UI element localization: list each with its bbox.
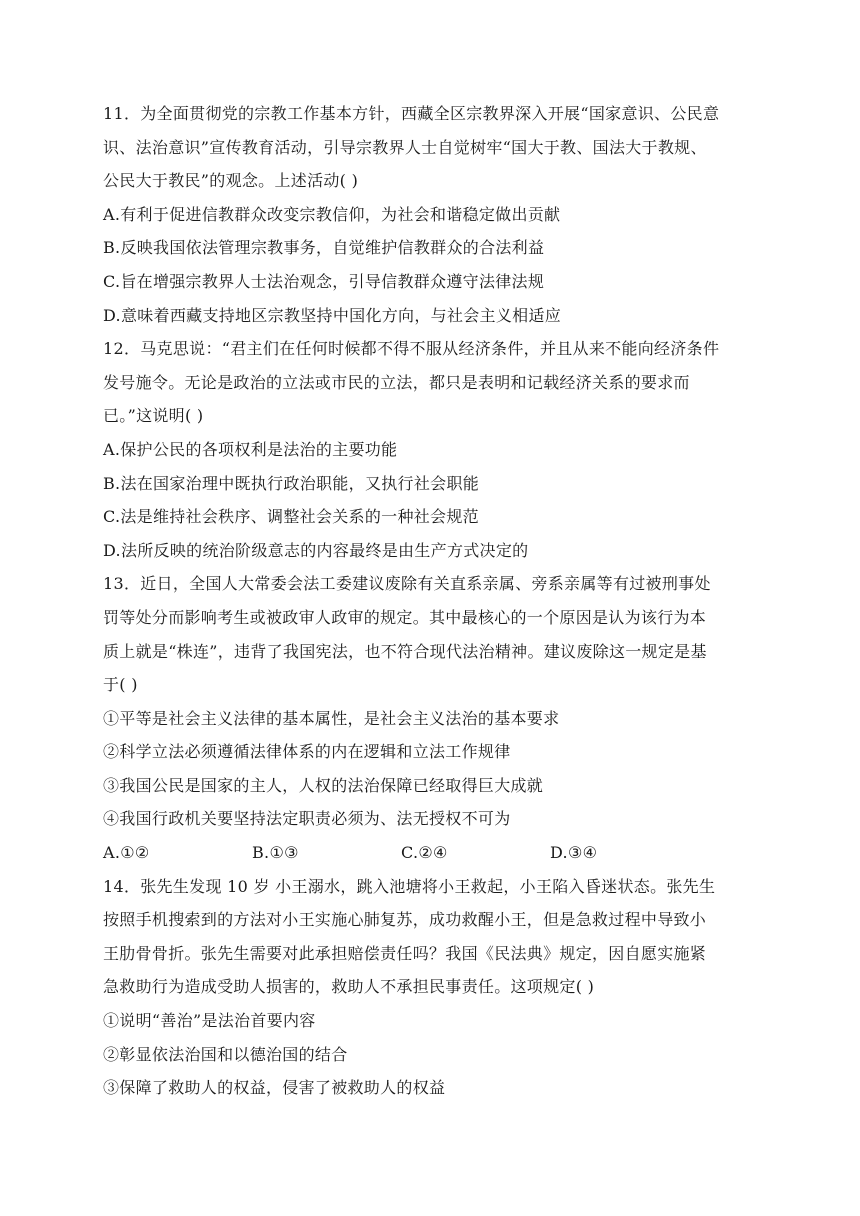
question-11	[103, 97, 763, 332]
question-11-stem-line-2: 识、法治意识”宣传教育活动，引导宗教界人士自觉树牢“国大于教、国法大于教规、	[103, 137, 707, 157]
question-11-option-c: C.旨在增强宗教界人士法治观念，引导信教群众遵守法律法规	[103, 271, 545, 291]
question-13-stem-line-1: 13．近日，全国人大常委会法工委建议废除有关直系亲属、旁系亲属等有过被刑事处	[103, 574, 711, 594]
question-14-stem-line-2: 按照手机搜索到的方法对小王实施心肺复苏，成功救醒小王，但是急救过程中导致小	[103, 910, 707, 930]
question-11-option-a: A.有利于促进信教群众改变宗教信仰，为社会和谐稳定做出贡献	[103, 204, 561, 224]
question-12-option-a: A.保护公民的各项权利是法治的主要功能	[103, 439, 398, 459]
question-11-option-d: D.意味着西藏支持地区宗教坚持中国化方向，与社会主义相适应	[103, 305, 562, 325]
question-14-item-3: ③保障了救助人的权益，侵害了被救助人的权益	[103, 1078, 446, 1098]
question-13-stem-line-4: 于( )	[103, 675, 138, 695]
question-12-option-c: C.法是维持社会秩序、调整社会关系的一种社会规范	[103, 507, 479, 527]
question-14-stem-line-1: 14．张先生发现 10 岁 小王溺水，跳入池塘将小王救起，小王陷入昏迷状态。张先生	[103, 876, 716, 896]
question-12-option-b: B.法在国家治理中既执行政治职能，又执行社会职能	[103, 473, 480, 493]
exam-page	[103, 97, 763, 1105]
question-13	[103, 567, 763, 869]
question-14	[103, 870, 763, 1105]
question-13-stem-line-3: 质上就是“株连”，违背了我国宪法，也不符合现代法治精神。建议废除这一规定是基	[103, 641, 707, 661]
question-13-option-c: C.②④	[401, 843, 448, 863]
question-13-item-1: ①平等是社会主义法律的基本属性，是社会主义法治的基本要求	[103, 708, 560, 728]
question-14-item-2: ②彰显依法治国和以德治国的结合	[103, 1044, 348, 1064]
question-12-stem-line-3: 已。”这说明( )	[103, 406, 204, 426]
question-13-option-d: D.③④	[550, 843, 598, 863]
question-12	[103, 332, 763, 567]
question-14-stem-line-3: 王肋骨骨折。张先生需要对此承担赔偿责任吗？我国《民法典》规定，因自愿实施紧	[103, 943, 707, 963]
question-14-item-1: ①说明“善治”是法治首要内容	[103, 1011, 316, 1031]
question-12-option-d: D.法所反映的统治阶级意志的内容最终是由生产方式决定的	[103, 540, 529, 560]
question-11-stem-line-3: 公民大于教民”的观念。上述活动( )	[103, 171, 359, 191]
question-12-stem-line-1: 12．马克思说：“君主们在任何时候都不得不服从经济条件，并且从来不能向经济条件	[103, 339, 720, 359]
question-13-stem-line-2: 罚等处分而影响考生或被政审人政审的规定。其中最核心的一个原因是认为该行为本	[103, 607, 707, 627]
question-13-item-2: ②科学立法必须遵循法律体系的内在逻辑和立法工作规律	[103, 742, 511, 762]
question-13-options	[103, 836, 763, 870]
question-13-item-3: ③我国公民是国家的主人，人权的法治保障已经取得巨大成就	[103, 775, 544, 795]
question-11-stem-line-1: 11．为全面贯彻党的宗教工作基本方针，西藏全区宗教界深入开展“国家意识、公民意	[103, 104, 720, 123]
question-11-option-b: B.反映我国依法管理宗教事务，自觉维护信教群众的合法利益	[103, 238, 545, 258]
question-13-item-4: ④我国行政机关要坚持法定职责必须为、法无授权不可为	[103, 809, 511, 829]
question-13-option-b: B.①③	[252, 843, 299, 863]
question-12-stem-line-2: 发号施令。无论是政治的立法或市民的立法，都只是表明和记载经济关系的要求而	[103, 372, 690, 392]
question-13-option-a: A.①②	[103, 843, 150, 863]
question-14-stem-line-4: 急救助行为造成受助人损害的，救助人不承担民事责任。这项规定( )	[103, 977, 595, 997]
